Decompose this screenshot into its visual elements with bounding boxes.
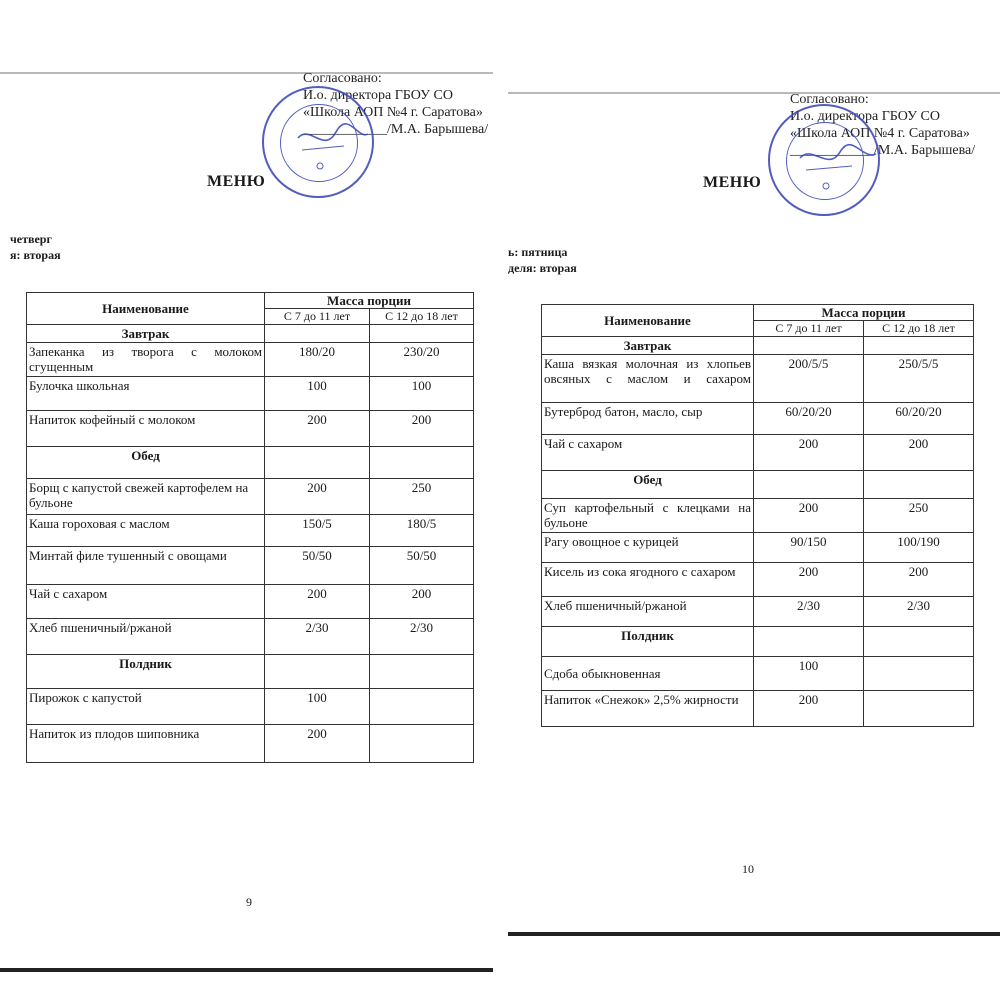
week-number: деля: вторая — [508, 261, 577, 275]
section-title: Обед — [542, 471, 754, 499]
table-row — [27, 725, 474, 763]
section-title: Полдник — [27, 655, 265, 689]
school-stamp — [262, 86, 374, 198]
portion-12-18 — [370, 725, 474, 763]
portion-12-18 — [370, 689, 474, 725]
portion-7-11: 50/50 — [265, 547, 370, 585]
portion-12-18: 250/5/5 — [864, 355, 974, 403]
portion-12-18 — [864, 691, 974, 727]
approval-line-3: «Школа АОП №4 г. Саратова» — [303, 105, 483, 120]
table-row — [542, 499, 974, 533]
table-row — [27, 515, 474, 547]
portion-7-11: 200 — [265, 725, 370, 763]
portion-7-11: 100 — [265, 377, 370, 411]
dish-name: Запеканка из творога с молоком сгущенным — [27, 343, 265, 377]
header-name: Наименование — [27, 293, 265, 325]
table-row — [27, 547, 474, 585]
dish-name: Булочка школьная — [27, 377, 265, 411]
table-row — [542, 403, 974, 435]
approval-line-2: И.о. директора ГБОУ СО — [790, 109, 940, 124]
header-mass: Масса порции — [754, 305, 974, 321]
dish-name: Напиток «Снежок» 2,5% жирности — [542, 691, 754, 727]
approval-line-4: ____________/М.А. Барышева/ — [303, 122, 489, 137]
portion-12-18: 250 — [370, 479, 474, 515]
portion-7-11: 200 — [265, 479, 370, 515]
day-of-week: ь: пятница — [508, 245, 568, 259]
table-row — [27, 377, 474, 411]
dish-name: Напиток из плодов шиповника — [27, 725, 265, 763]
approval-line-3: «Школа АОП №4 г. Саратова» — [790, 126, 970, 141]
section-title: Завтрак — [542, 337, 754, 355]
portion-7-11: 200 — [754, 691, 864, 727]
menu-table — [541, 304, 974, 727]
dish-name: Хлеб пшеничный/ржаной — [542, 597, 754, 627]
table-row — [27, 479, 474, 515]
approval-line-1: Согласовано: — [303, 72, 382, 86]
portion-7-11: 200 — [754, 563, 864, 597]
page-bottom-rule — [508, 932, 1000, 936]
portion-7-11: 100 — [754, 657, 864, 691]
portion-12-18: 250 — [864, 499, 974, 533]
table-row — [27, 585, 474, 619]
table-row — [542, 355, 974, 403]
dish-name: Сдоба обыкновенная — [542, 657, 754, 691]
section-title: Обед — [27, 447, 265, 479]
day-of-week: четверг — [10, 232, 52, 246]
portion-12-18: 200 — [864, 563, 974, 597]
table-row — [27, 689, 474, 725]
page-10 — [508, 92, 1000, 937]
portion-7-11: 200 — [754, 499, 864, 533]
school-stamp — [768, 104, 880, 216]
portion-12-18 — [864, 657, 974, 691]
portion-7-11: 200/5/5 — [754, 355, 864, 403]
portion-12-18: 200 — [370, 585, 474, 619]
menu-title: МЕНЮ — [207, 173, 266, 190]
portion-12-18: 200 — [370, 411, 474, 447]
table-row — [542, 533, 974, 563]
table-row — [542, 435, 974, 471]
dish-name: Чай с сахаром — [542, 435, 754, 471]
table-row — [27, 411, 474, 447]
stamp-signature-icon — [770, 106, 882, 218]
portion-12-18: 2/30 — [864, 597, 974, 627]
dish-name: Кисель из сока ягодного с сахаром — [542, 563, 754, 597]
portion-7-11: 2/30 — [265, 619, 370, 655]
page-bottom-rule — [0, 968, 493, 972]
portion-12-18: 230/20 — [370, 343, 474, 377]
header-age-7-11: С 7 до 11 лет — [265, 309, 370, 325]
dish-name: Напиток кофейный с молоком — [27, 411, 265, 447]
header-age-7-11: С 7 до 11 лет — [754, 321, 864, 337]
table-row — [542, 563, 974, 597]
dish-name: Пирожок с капустой — [27, 689, 265, 725]
portion-12-18: 60/20/20 — [864, 403, 974, 435]
approval-line-4: ____________/М.А. Барышева/ — [790, 143, 976, 158]
table-row — [542, 597, 974, 627]
portion-7-11: 100 — [265, 689, 370, 725]
dish-name: Борщ с капустой свежей картофелем на бульоне — [27, 479, 265, 515]
portion-12-18: 100 — [370, 377, 474, 411]
portion-7-11: 180/20 — [265, 343, 370, 377]
portion-7-11: 200 — [265, 585, 370, 619]
header-name: Наименование — [542, 305, 754, 337]
dish-name: Каша вязкая молочная из хлопьев овсяных с маслом и сахаром — [542, 355, 754, 403]
week-number: я: вторая — [10, 248, 61, 262]
dish-name: Каша гороховая с маслом — [27, 515, 265, 547]
menu-title: МЕНЮ — [703, 174, 762, 191]
section-title: Завтрак — [27, 325, 265, 343]
table-row — [542, 691, 974, 727]
portion-12-18: 100/190 — [864, 533, 974, 563]
portion-7-11: 150/5 — [265, 515, 370, 547]
header-age-12-18: С 12 до 18 лет — [370, 309, 474, 325]
portion-7-11: 200 — [754, 435, 864, 471]
portion-7-11: 2/30 — [754, 597, 864, 627]
dish-name: Рагу овощное с курицей — [542, 533, 754, 563]
table-row — [27, 343, 474, 377]
table-row — [27, 619, 474, 655]
dish-name: Минтай филе тушенный с овощами — [27, 547, 265, 585]
approval-line-2: И.о. директора ГБОУ СО — [303, 88, 453, 103]
portion-12-18: 2/30 — [370, 619, 474, 655]
section-title: Полдник — [542, 627, 754, 657]
header-mass: Масса порции — [265, 293, 474, 309]
table-row — [542, 657, 974, 691]
menu-table — [26, 292, 474, 763]
portion-12-18: 50/50 — [370, 547, 474, 585]
stamp-signature-icon — [264, 88, 376, 200]
portion-12-18: 180/5 — [370, 515, 474, 547]
header-age-12-18: С 12 до 18 лет — [864, 321, 974, 337]
page-number: 9 — [246, 895, 252, 909]
dish-name: Суп картофельный с клецками на бульоне — [542, 499, 754, 533]
portion-12-18: 200 — [864, 435, 974, 471]
page-9 — [0, 72, 493, 972]
portion-7-11: 200 — [265, 411, 370, 447]
page-number: 10 — [742, 862, 754, 876]
portion-7-11: 90/150 — [754, 533, 864, 563]
dish-name: Чай с сахаром — [27, 585, 265, 619]
portion-7-11: 60/20/20 — [754, 403, 864, 435]
dish-name: Хлеб пшеничный/ржаной — [27, 619, 265, 655]
approval-line-1: Согласовано: — [790, 92, 869, 107]
dish-name: Бутерброд батон, масло, сыр — [542, 403, 754, 435]
